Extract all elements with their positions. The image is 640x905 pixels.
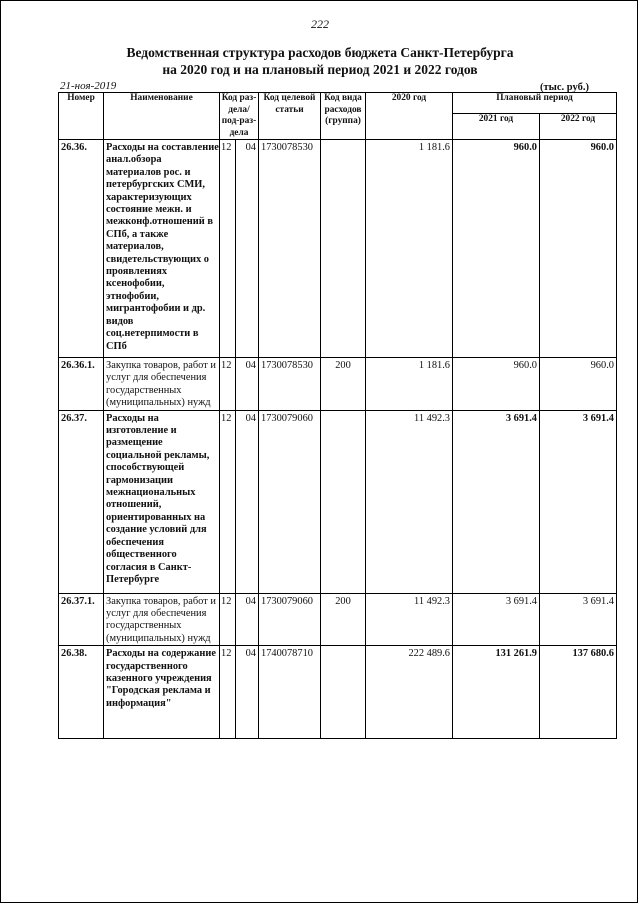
row-2020: 1 181.6 xyxy=(366,140,453,358)
table-row xyxy=(59,358,617,411)
header-number: Номер xyxy=(59,93,104,140)
row-2021: 960.0 xyxy=(453,358,540,411)
row-type xyxy=(321,410,366,593)
row-name: Расходы на составление анал.обзора материалов рос. и петербургских СМИ, характеризующих состояние межн. и межконф.отношений в СПб, а также материалов, свидетельствующих о проявлениях ксенофобии, этнофобии, мигрантофобии и др. видов соц.нетерпимости в СПб xyxy=(104,140,220,358)
row-razdel: 12 xyxy=(220,646,236,739)
units-label: (тыс. руб.) xyxy=(540,82,589,93)
table-row xyxy=(59,410,617,593)
header-row xyxy=(59,93,617,114)
row-target: 1730079060 xyxy=(259,410,321,593)
header-2021: 2021 год xyxy=(453,114,540,140)
row-2020: 11 492.3 xyxy=(366,410,453,593)
table-row xyxy=(59,140,617,358)
header-type: Код вида расходов (группа) xyxy=(321,93,366,140)
row-target: 1730078530 xyxy=(259,358,321,411)
document-date: 21-ноя-2019 xyxy=(60,80,117,92)
budget-table xyxy=(58,92,617,739)
header-2022: 2022 год xyxy=(540,114,617,140)
row-name: Закупка товаров, работ и услуг для обеспечения государственных (муниципальных) нужд xyxy=(104,358,220,411)
row-podrazdel: 04 xyxy=(236,358,259,411)
row-2020: 1 181.6 xyxy=(366,358,453,411)
row-type xyxy=(321,140,366,358)
table-row xyxy=(59,646,617,739)
row-2022: 3 691.4 xyxy=(540,593,617,646)
row-podrazdel: 04 xyxy=(236,646,259,739)
row-razdel: 12 xyxy=(220,140,236,358)
row-target: 1740078710 xyxy=(259,646,321,739)
row-razdel: 12 xyxy=(220,358,236,411)
header-target: Код целевой статьи xyxy=(259,93,321,140)
row-type xyxy=(321,646,366,739)
row-target: 1730078530 xyxy=(259,140,321,358)
row-2021: 3 691.4 xyxy=(453,593,540,646)
row-podrazdel: 04 xyxy=(236,593,259,646)
row-number: 26.37. xyxy=(59,410,104,593)
row-2022: 960.0 xyxy=(540,358,617,411)
row-2021: 131 261.9 xyxy=(453,646,540,739)
row-podrazdel: 04 xyxy=(236,410,259,593)
document-title xyxy=(0,44,640,78)
row-2022: 137 680.6 xyxy=(540,646,617,739)
row-target: 1730079060 xyxy=(259,593,321,646)
row-podrazdel: 04 xyxy=(236,140,259,358)
row-name: Закупка товаров, работ и услуг для обеспечения государственных (муниципальных) нужд xyxy=(104,593,220,646)
row-type: 200 xyxy=(321,358,366,411)
table-row xyxy=(59,593,617,646)
row-number: 26.37.1. xyxy=(59,593,104,646)
header-planned-period: Плановый период xyxy=(453,93,617,114)
row-name: Расходы на изготовление и размещение социальной рекламы, способствующей гармонизации межнациональных отношений, ориентированных на создание условий для обеспечения общественного согласия в Санкт-Петербурге xyxy=(104,410,220,593)
page-number: 222 xyxy=(311,17,329,31)
row-2021: 3 691.4 xyxy=(453,410,540,593)
row-number: 26.36.1. xyxy=(59,358,104,411)
row-2020: 11 492.3 xyxy=(366,593,453,646)
row-number: 26.36. xyxy=(59,140,104,358)
row-number: 26.38. xyxy=(59,646,104,739)
header-2020: 2020 год xyxy=(366,93,453,140)
title-line-1: Ведомственная структура расходов бюджета Санкт-Петербурга xyxy=(126,45,514,60)
row-name: Расходы на содержание государственного казенного учреждения "Городская реклама и информация" xyxy=(104,646,220,739)
row-type: 200 xyxy=(321,593,366,646)
row-razdel: 12 xyxy=(220,410,236,593)
row-2022: 3 691.4 xyxy=(540,410,617,593)
title-line-2: на 2020 год и на плановый период 2021 и 2022 годов xyxy=(162,62,478,77)
header-section: Код раз-дела/ под-раз-дела xyxy=(220,93,259,140)
row-2022: 960.0 xyxy=(540,140,617,358)
row-2020: 222 489.6 xyxy=(366,646,453,739)
header-name: Наименование xyxy=(104,93,220,140)
row-razdel: 12 xyxy=(220,593,236,646)
row-2021: 960.0 xyxy=(453,140,540,358)
